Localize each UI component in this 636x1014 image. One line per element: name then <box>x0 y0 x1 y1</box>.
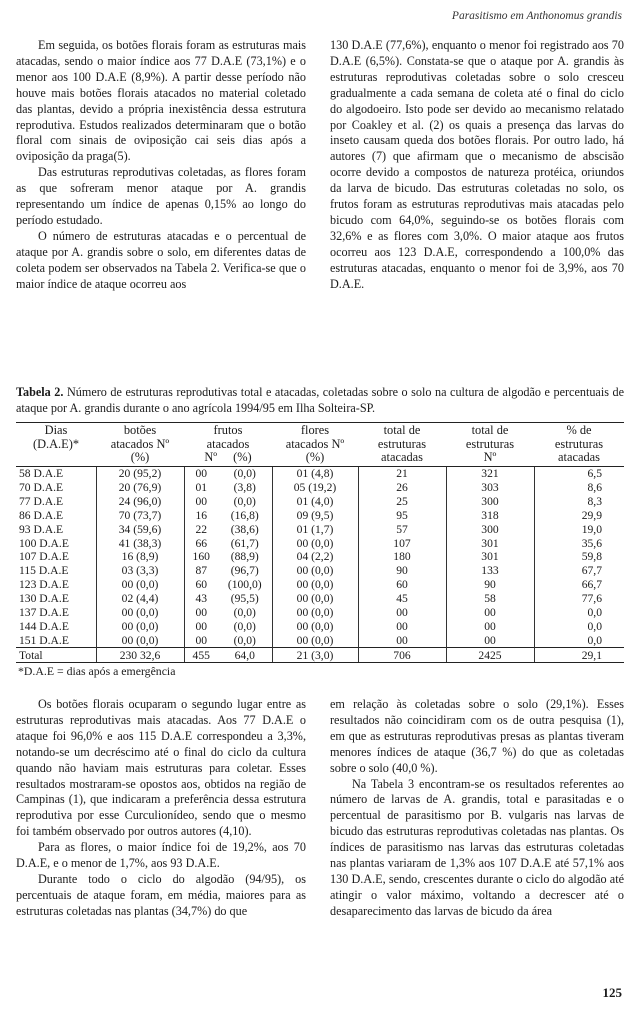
table-cell: 00 <box>358 620 446 634</box>
table-cell: 301 <box>446 550 534 564</box>
table-cell: 60 <box>358 578 446 592</box>
table-cell: 16 <box>195 508 208 522</box>
row-label: 115 D.A.E <box>16 564 96 578</box>
table-row <box>16 606 624 620</box>
paragraph: Em seguida, os botões florais foram as estruturas mais atacadas, sendo o maior índice aos 77 D.A.E (73,1%) e o menor aos 100 D.A.E (8,9%). A partir desse período não houve mais botões florais atacados no material coletado das plantas, devido a própria inexistência dessa estrutura reprodutiva. Estudos realizados determinaram que o botão floral com sinais de oviposição cai seis dias após a oviposição da praga(5). <box>16 38 306 164</box>
table-cell: 455 <box>184 648 218 663</box>
table-cell: 160 <box>192 550 210 564</box>
table-cell: 318 <box>446 508 534 522</box>
table-cell: 2425 <box>446 648 534 663</box>
paragraph: O número de estruturas atacadas e o percentual de ataque por A. grandis sobre o solo, em diferentes datas de coleta podem ser observados na Tabela 2. Verifica-se que o maior índice de ataque ocorreu aos <box>16 228 306 291</box>
table-row <box>16 578 624 592</box>
body-column-bottom-left <box>16 697 306 920</box>
table-row <box>16 564 624 578</box>
table-cell: 303 <box>446 481 534 495</box>
row-label: 70 D.A.E <box>16 481 96 495</box>
table-cell: (95,5) <box>218 592 272 606</box>
table-cell: 01 (4,8) <box>272 466 358 480</box>
header-frutos: frutos atacados Nº (%) <box>184 423 272 466</box>
row-label: 86 D.A.E <box>16 508 96 522</box>
table-cell: 00 <box>358 633 446 647</box>
table-cell: 29,1 <box>534 648 624 663</box>
table-cell: 90 <box>446 578 534 592</box>
table-cell: 301 <box>446 536 534 550</box>
table-cell: 01 (4,0) <box>272 495 358 509</box>
table-cell: 00 <box>195 633 208 647</box>
table-cell: 00 (0,0) <box>96 606 184 620</box>
table-cell: (96,7) <box>218 564 272 578</box>
table-cell: 107 <box>358 536 446 550</box>
table-cell: 706 <box>358 648 446 663</box>
table-cell: 300 <box>446 522 534 536</box>
table-cell: 03 (3,3) <box>96 564 184 578</box>
table-cell: 230 32,6 <box>96 648 184 663</box>
table-cell: 00 <box>446 620 534 634</box>
header-total-estruturas: total de estruturas Nº <box>446 423 534 466</box>
table-cell: 00 (0,0) <box>272 536 358 550</box>
table-cell: 00 <box>195 619 208 633</box>
table-row <box>16 550 624 564</box>
table-cell: 77,6 <box>581 592 602 606</box>
table-row <box>16 466 624 480</box>
total-label: Total <box>16 648 96 663</box>
row-label: 151 D.A.E <box>16 633 96 647</box>
table-row <box>16 620 624 634</box>
table-row <box>16 592 624 606</box>
table-cell: 66 <box>195 536 208 550</box>
table-cell: 24 (96,0) <box>96 495 184 509</box>
table-row <box>16 536 624 550</box>
row-label: 100 D.A.E <box>16 536 96 550</box>
paragraph: 130 D.A.E (77,6%), enquanto o menor foi registrado aos 70 D.A.E (6,5%). Constata-se que o ataque por A. grandis às estruturas reprodutivas coletadas sobre o solo cresceu gradualmente a cada semana de coleta até o final do ciclo do algodoeiro. Isto pode ser devido ao mecanismo relatado por Coakley et al. (2) os quais a presença das larvas do inseto causam queda dos botões florais. Por outro lado, há autores (7) que afirmam que o mecanismo de abscisão ocorre devido a compostos de natureza protéica, oriundos da larva de bicudo. Das estruturas coletadas no solo, os frutos foram as estruturas reprodutivas mais atacadas pelo bicudo com 64,0%, seguindo-se os botões florais com 32,6% e as flores com 3,0%. O maior ataque aos frutos ocorreu aos 123 D.A.E, correspondendo a 100,0% das estruturas atacadas, enquanto o menor foi de 3,9%, aos 70 D.A.E. <box>330 38 624 291</box>
header-flores: flores atacados Nº (%) <box>272 423 358 466</box>
table-cell: 01 (1,7) <box>272 522 358 536</box>
table-cell: 41 (38,3) <box>96 536 184 550</box>
table-cell: 00 (0,0) <box>272 564 358 578</box>
paragraph: Durante todo o ciclo do algodão (94/95), os percentuais de ataque foram, em média, maiores para as estruturas coletadas nas plantas (34,7%) do que <box>16 871 306 918</box>
table-label: Tabela 2. <box>16 385 64 399</box>
header-botoes: botões atacados Nº (%) <box>96 423 184 466</box>
table-cell: 67,7 <box>581 564 602 578</box>
table-cell: (100,0) <box>218 578 272 592</box>
table-cell: 00 (0,0) <box>272 620 358 634</box>
table-cell: 57 <box>358 522 446 536</box>
table-cell: 00 (0,0) <box>272 633 358 647</box>
table-cell: 59,8 <box>581 550 602 564</box>
row-label: 77 D.A.E <box>16 495 96 509</box>
page-number: 125 <box>602 985 622 1000</box>
table-cell: 16 (8,9) <box>96 550 184 564</box>
table-cell: (0,0) <box>218 620 272 634</box>
table-cell: 58 <box>446 592 534 606</box>
table-cell: (61,7) <box>218 536 272 550</box>
table-caption-text: Número de estruturas reprodutivas total e atacadas, coletadas sobre o solo na cultura de algodão e percentuais de ataque por A. grandis durante o ano agrícola 1994/95 em Ilha Solteira-SP. <box>16 385 624 415</box>
paragraph: Das estruturas reprodutivas coletadas, as flores foram as que sofreram menor ataque por A. grandis representando um índice de apenas 0,15% ao longo do período estudado. <box>16 165 306 227</box>
paragraph: em relação às coletadas sobre o solo (29,1%). Esses resultados não coincidiram com os de outra pesquisa (1), em que as estruturas reprodutivas presas as plantas tiveram menores índices de ataque (36,7 %) do que as coletadas sobre o solo (40,0 %). <box>330 697 624 775</box>
table-cell: (0,0) <box>218 633 272 647</box>
table-cell: 321 <box>446 466 534 480</box>
row-label: 123 D.A.E <box>16 578 96 592</box>
body-column-top-right <box>330 38 624 293</box>
table-cell: 00 (0,0) <box>96 633 184 647</box>
header-total-atacadas: total de estruturas atacadas <box>358 423 446 466</box>
table-cell: 300 <box>446 495 534 509</box>
table-cell: 00 <box>446 633 534 647</box>
table-cell: 133 <box>446 564 534 578</box>
table-cell: 02 (4,4) <box>96 592 184 606</box>
table-cell: 21 (3,0) <box>272 648 358 663</box>
table-cell: (38,6) <box>218 522 272 536</box>
table-total-row <box>16 648 624 663</box>
table-cell: 0,0 <box>587 633 602 647</box>
table-cell: 70 (73,7) <box>96 508 184 522</box>
table-cell: 35,6 <box>581 536 602 550</box>
table-cell: 60 <box>195 578 208 592</box>
table-cell: (16,8) <box>218 508 272 522</box>
data-table <box>16 422 624 663</box>
table-cell: 8,6 <box>587 481 602 495</box>
row-label: 58 D.A.E <box>16 466 96 480</box>
table-row <box>16 481 624 495</box>
table-cell: 20 (76,9) <box>96 481 184 495</box>
paragraph: Para as flores, o maior índice foi de 19,2%, aos 70 D.A.E, e o menor de 1,7%, aos 93 D.A.E. <box>16 840 306 871</box>
table-row <box>16 522 624 536</box>
table-cell: 00 <box>358 606 446 620</box>
table-cell: 04 (2,2) <box>272 550 358 564</box>
table-cell: 34 (59,6) <box>96 522 184 536</box>
row-label: 130 D.A.E <box>16 592 96 606</box>
table-cell: 66,7 <box>581 578 602 592</box>
row-label: 144 D.A.E <box>16 620 96 634</box>
row-label: 107 D.A.E <box>16 550 96 564</box>
paragraph: Na Tabela 3 encontram-se os resultados referentes ao número de larvas de A. grandis, total e parasitadas e o percentual de parasitismo por B. vulgaris nas larvas de bicudo das estruturas reprodutivas coletadas nas plantas. Os índices de parasitismo nas larvas das estruturas coletadas nas plantas variaram de 1,3% aos 107 D.A.E até 57,1% aos 130 D.A.E, sendo, crescentes durante o ciclo do algodão até atingir o valor máximo, voltando a decrescer até o desaparecimento das larvas de bicudo da área <box>330 776 624 918</box>
table-cell: 0,0 <box>587 619 602 633</box>
table-cell: 8,3 <box>587 494 602 508</box>
table-cell: 90 <box>358 564 446 578</box>
table-cell: 21 <box>358 466 446 480</box>
table-cell: 0,0 <box>587 606 602 620</box>
table-cell: (0,0) <box>218 466 272 480</box>
table-cell: 00 (0,0) <box>96 578 184 592</box>
table-cell: 6,5 <box>587 467 602 481</box>
table-cell: 45 <box>358 592 446 606</box>
table-cell: (88,9) <box>218 550 272 564</box>
body-column-top-left <box>16 38 306 293</box>
header-percentual: % de estruturas atacadas <box>534 423 624 466</box>
table-cell: 25 <box>358 495 446 509</box>
table-cell: (0,0) <box>218 606 272 620</box>
row-label: 137 D.A.E <box>16 606 96 620</box>
header-dias: Dias (D.A.E)* <box>16 423 96 466</box>
body-column-bottom-right <box>330 697 624 920</box>
table-body <box>16 466 624 648</box>
table-cell: 87 <box>195 564 208 578</box>
table-cell: 00 <box>195 494 208 508</box>
table-cell: 20 (95,2) <box>96 466 184 480</box>
table-cell: 05 (19,2) <box>272 481 358 495</box>
table-cell: 64,0 <box>218 648 272 663</box>
table-cell: 00 <box>195 606 208 620</box>
table-cell: 26 <box>358 481 446 495</box>
table-row <box>16 633 624 647</box>
table-cell: 09 (9,5) <box>272 508 358 522</box>
table-cell: 00 <box>446 606 534 620</box>
table-cell: (3,8) <box>218 481 272 495</box>
table-cell: 19,0 <box>581 522 602 536</box>
table-cell: 00 (0,0) <box>272 578 358 592</box>
table-cell: 180 <box>358 550 446 564</box>
table-row <box>16 508 624 522</box>
table-cell: 01 <box>195 481 208 495</box>
running-title: Parasitismo em Anthonomus grandis <box>451 10 622 22</box>
table-cell: 00 (0,0) <box>272 592 358 606</box>
table-footnote: *D.A.E = dias após a emergência <box>18 664 176 678</box>
table-cell: (0,0) <box>218 495 272 509</box>
table-cell: 95 <box>358 508 446 522</box>
table-caption <box>16 385 624 416</box>
table-cell: 00 <box>195 467 208 481</box>
table-cell: 00 (0,0) <box>96 620 184 634</box>
table-cell: 22 <box>195 522 208 536</box>
table-cell: 29,9 <box>581 508 602 522</box>
table-cell: 43 <box>195 592 208 606</box>
table-cell: 00 (0,0) <box>272 606 358 620</box>
paragraph: Os botões florais ocuparam o segundo lugar entre as estruturas reprodutivas mais atacadas. Aos 77 D.A.E o ataque foi 96,0% e aos 115 D.A.E correspondeu a 3,3%, notando-se um decréscimo até o final do ciclo da cultura quando não haviam mais estruturas para coletar. Esses resultados mostraram-se opostos aos, obtidos na região de Campinas (1), que indicaram a preferência dessa estrutura reprodutiva por esse Curculionídeo, sendo que o mesmo foi também observado por outros autores (4,10). <box>16 697 306 839</box>
table-row <box>16 495 624 509</box>
row-label: 93 D.A.E <box>16 522 96 536</box>
